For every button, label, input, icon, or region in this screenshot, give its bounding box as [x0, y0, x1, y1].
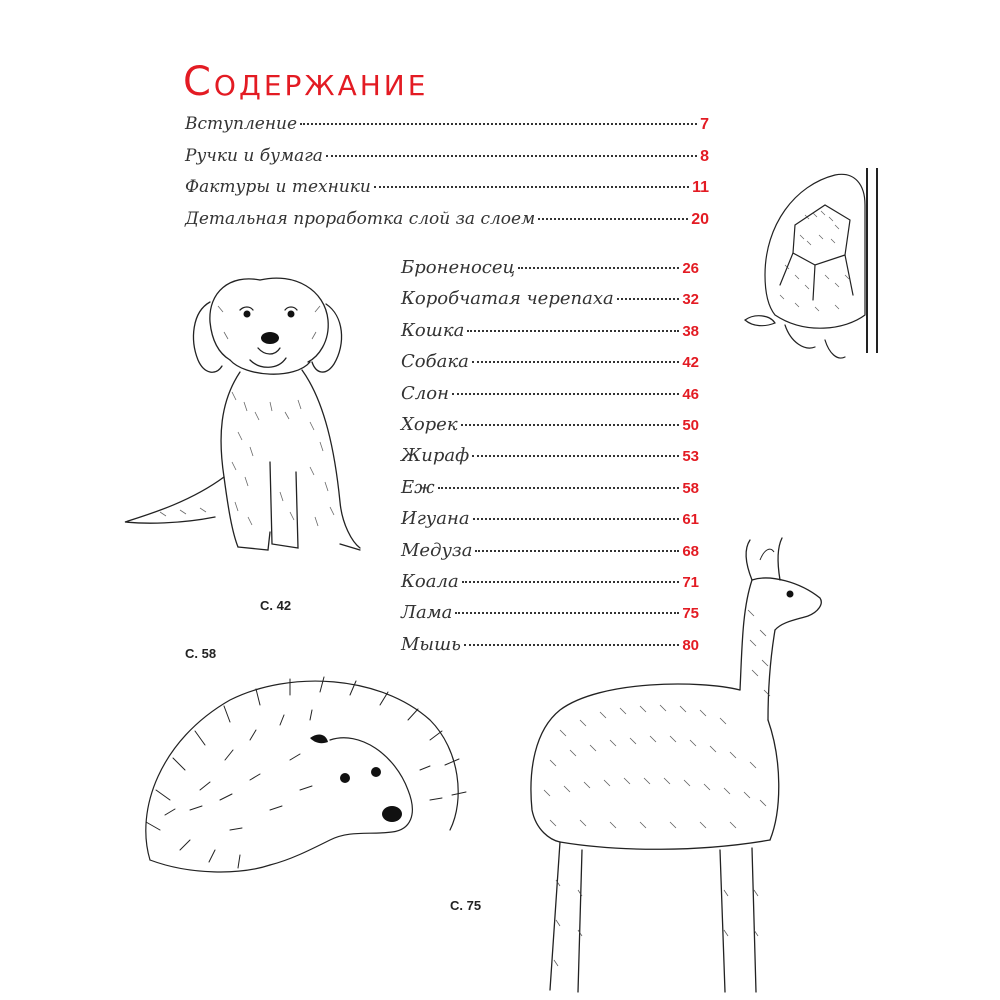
- toc-page-number: 71: [682, 573, 699, 591]
- toc-page-number: 26: [682, 260, 699, 277]
- toc-label: Детальная проработка слой за слоем: [185, 208, 536, 229]
- toc-row[interactable]: [401, 383, 699, 414]
- toc-label: Хорек: [401, 413, 458, 435]
- toc-page-number: 46: [682, 385, 699, 403]
- toc-page-number: 58: [682, 479, 699, 497]
- toc-page-number: 42: [682, 354, 699, 372]
- caption-dog: С. 42: [260, 598, 292, 613]
- toc-row[interactable]: [185, 209, 709, 241]
- dot-leader: [438, 487, 680, 489]
- toc-page-number: 80: [682, 636, 699, 654]
- dot-leader: [300, 123, 697, 125]
- page-title: Содержание: [183, 59, 429, 105]
- dot-leader: [374, 186, 689, 188]
- dot-leader: [467, 330, 679, 332]
- toc-row[interactable]: [401, 288, 699, 319]
- toc-page-number: 61: [682, 511, 699, 529]
- divider-line: [876, 168, 878, 353]
- toc-page-number: 53: [682, 448, 699, 466]
- toc-page-number: 68: [682, 542, 699, 560]
- toc-label: Кошка: [401, 319, 465, 341]
- toc-sections: [185, 114, 709, 240]
- toc-row[interactable]: [401, 320, 699, 351]
- toc-page-number: 50: [682, 416, 699, 434]
- toc-label: Ручки и бумага: [185, 145, 323, 166]
- dot-leader: [452, 393, 679, 395]
- caption-hedgehog: С. 58: [185, 646, 217, 661]
- toc-row[interactable]: [185, 177, 709, 209]
- dot-leader: [461, 424, 680, 426]
- hedgehog-drawing: [130, 660, 470, 900]
- toc-label: Лама: [401, 602, 453, 624]
- toc-label: Мышь: [401, 633, 461, 655]
- toc-label: Жираф: [401, 445, 470, 467]
- toc-label: Слон: [401, 382, 449, 404]
- toc-page-number: 32: [682, 291, 699, 309]
- dog-drawing: [120, 262, 370, 562]
- toc-label: Медуза: [401, 539, 473, 561]
- toc-page-number: 20: [691, 210, 709, 228]
- dot-leader: [473, 518, 680, 520]
- dot-leader: [472, 361, 680, 363]
- toc-label: Фактуры и техники: [185, 177, 371, 197]
- toc-row[interactable]: [401, 414, 699, 445]
- toc-row[interactable]: [401, 257, 699, 288]
- toc-label: Коала: [401, 570, 459, 592]
- toc-page-number: 75: [682, 605, 699, 623]
- divider-line: [866, 168, 868, 353]
- dot-leader: [472, 455, 679, 457]
- caption-llama: С. 75: [450, 898, 482, 913]
- llama-drawing: [520, 530, 830, 1000]
- toc-page-number: 38: [682, 322, 699, 340]
- toc-label: Собака: [401, 351, 469, 373]
- dot-leader: [538, 218, 688, 220]
- toc-row[interactable]: [401, 477, 699, 508]
- toc-label: Броненосец: [401, 257, 516, 278]
- toc-page-number: 8: [700, 147, 709, 165]
- toc-row[interactable]: [401, 445, 699, 476]
- dot-leader: [326, 155, 697, 157]
- toc-row[interactable]: [401, 351, 699, 382]
- dot-leader: [617, 298, 680, 300]
- dot-leader: [518, 267, 679, 269]
- toc-label: Вступление: [185, 114, 298, 134]
- toc-label: Еж: [401, 476, 435, 498]
- toc-row[interactable]: [185, 146, 709, 178]
- turtle-drawing: [735, 165, 885, 375]
- toc-label: Игуана: [401, 508, 470, 530]
- toc-page-number: 7: [700, 116, 709, 133]
- toc-row[interactable]: [185, 114, 709, 146]
- toc-label: Коробчатая черепаха: [401, 288, 614, 310]
- toc-page-number: 11: [692, 179, 709, 196]
